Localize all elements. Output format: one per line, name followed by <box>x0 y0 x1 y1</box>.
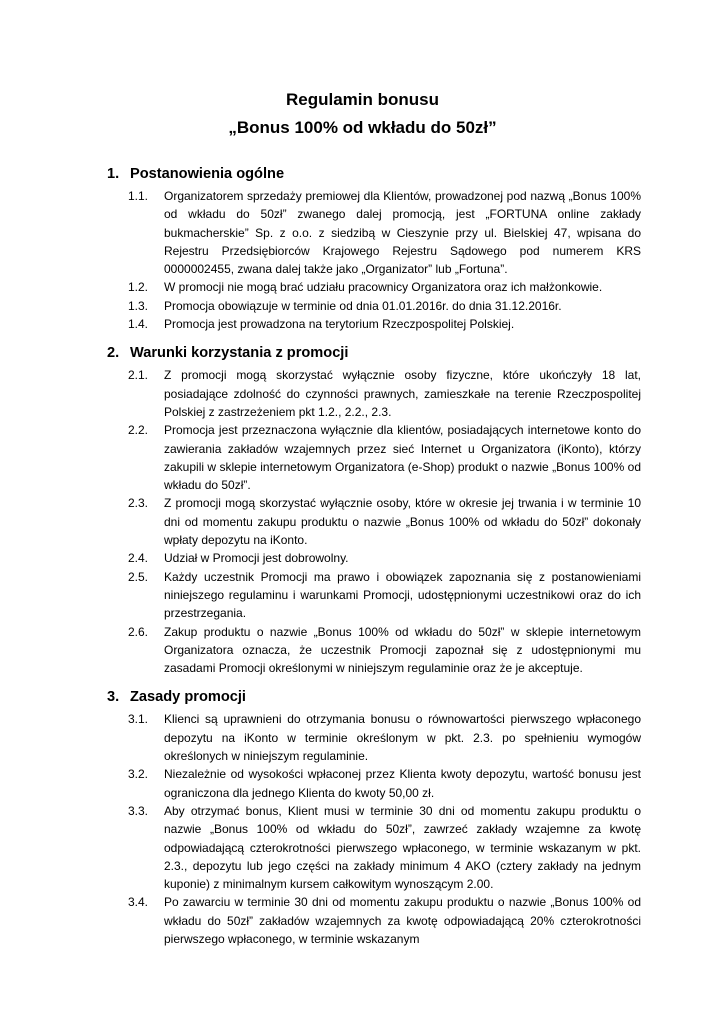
item-text: Promocja jest prowadzona na terytorium Rzeczpospolitej Polskiej. <box>164 317 515 332</box>
item-number: 2.3. <box>128 496 149 511</box>
item-number: 3.3. <box>128 803 149 818</box>
item-number: 3.4. <box>128 895 149 910</box>
item-text: Udział w Promocji jest dobrowolny. <box>164 551 349 566</box>
item-text: Z promocji mogą skorzystać wyłącznie osoby, które w okresie jej trwania i w terminie 10 dni od momentu zakupu produktu o nazwie „Bonus 100% od wkładu do 50zł” dokonały wpłaty depozytu na iKonto. <box>164 496 641 548</box>
list-item <box>107 494 641 549</box>
item-text: W promocji nie mogą brać udziału pracownicy Organizatora oraz ich małżonkowie. <box>164 280 603 295</box>
list-item <box>107 187 641 278</box>
item-number: 2.4. <box>128 551 149 566</box>
item-number: 1.1. <box>128 189 149 203</box>
list-item <box>107 765 641 802</box>
section-title: Postanowienia ogólne <box>130 166 285 182</box>
item-text: Organizatorem sprzedaży premiowej dla Klientów, prowadzonej pod nazwą „Bonus 100% od wkładu do 50zł” zwanego dalej promocją, jest „FORTUNA online zakłady bukmacherskie” Sp. z o.o. z siedzibą w Cieszynie przy ul. Bielskiej 47, wpisana do Rejestru Przedsiębiorców Krajowego Rejestru Sądowego pod numerem KRS 0000002455, zwana dalej także jako „Organizator” lub „Fortuna”. <box>164 189 641 277</box>
section-number: 3. <box>107 689 120 706</box>
section-number: 1. <box>107 166 120 182</box>
section-heading <box>107 163 641 185</box>
item-number: 2.1. <box>128 368 149 383</box>
section-general-provisions <box>107 163 641 333</box>
section-participation-conditions <box>107 342 641 677</box>
section-title: Warunki korzystania z promocji <box>130 345 349 362</box>
item-text: Z promocji mogą skorzystać wyłącznie osoby fizyczne, które ukończyły 18 lat, posiadające zdolność do czynności prawnych, zamieszkałe na terenie Rzeczpospolitej Polskiej z zastrzeżeniem pkt 1.2., 2.2., 2.3. <box>164 368 641 419</box>
item-text: Niezależnie od wysokości wpłaconej przez Klienta kwoty depozytu, wartość bonusu jest ograniczona dla jednego Klienta do kwoty 50,00 zł. <box>164 767 641 800</box>
item-text: Po zawarciu w terminie 30 dni od momentu zakupu produktu o nazwie „Bonus 100% od wkładu do 50zł” zakładów wzajemnych za kwotę odpowiadającą 20% czterokrotności pierwszego wpłaconego, w terminie wskazanym <box>164 895 641 946</box>
title-line-1: Regulamin bonusu <box>286 90 439 109</box>
document-body <box>107 163 641 957</box>
list-item <box>107 297 641 315</box>
item-text: Aby otrzymać bonus, Klient musi w terminie 30 dni od momentu zakupu produktu o nazwie „Bonus 100% od wkładu do 50zł”, zawrzeć zakłady wzajemne za kwotę odpowiadającą czterokrotności pierwszego wpłaconego, w terminie wskazanym w pkt. 2.3., depozytu lub jego części na zakłady minimum 4 AKO (cztery zakłady na jednym kuponie) z minimalnym kursem całkowitym wynoszącym 2.00. <box>164 803 641 892</box>
section-number: 2. <box>107 345 120 362</box>
item-number: 1.4. <box>128 317 149 332</box>
list-item <box>107 623 641 678</box>
item-number: 2.5. <box>128 569 149 584</box>
section-heading <box>107 686 641 708</box>
list-item <box>107 421 641 494</box>
item-number: 1.2. <box>128 280 149 295</box>
section-heading <box>107 342 641 364</box>
item-text: Promocja jest przeznaczona wyłącznie dla klientów, posiadających internetowe konto do zawierania zakładów wzajemnych przez sieć Internet u Organizatora (iKonto), którzy zakupili w sklepie internetowym Organizatora (e-Shop) produkt o nazwie „Bonus 100% od wkładu do 50zł”. <box>164 423 641 493</box>
section-promotion-rules <box>107 686 641 948</box>
list-item <box>107 568 641 623</box>
item-text: Promocja obowiązuje w terminie od dnia 01.01.2016r. do dnia 31.12.2016r. <box>164 298 562 313</box>
item-number: 2.2. <box>128 423 149 438</box>
item-number: 1.3. <box>128 298 149 313</box>
item-number: 2.6. <box>128 624 149 639</box>
list-item <box>107 549 641 567</box>
list-item <box>107 710 641 765</box>
document-title <box>0 86 725 142</box>
section-title: Zasady promocji <box>130 689 246 706</box>
item-text: Klienci są uprawnieni do otrzymania bonusu o równowartości pierwszego wpłaconego depozytu na iKonto w terminie określonym w pkt. 2.3. po spełnieniu wymogów określonych w niniejszym regulaminie. <box>164 712 641 764</box>
title-line-2: „Bonus 100% od wkładu do 50zł” <box>228 118 497 137</box>
list-item <box>107 893 641 948</box>
item-number: 3.1. <box>128 712 149 727</box>
list-item <box>107 278 641 296</box>
list-item <box>107 802 641 893</box>
item-text: Zakup produktu o nazwie „Bonus 100% od wkładu do 50zł” w sklepie internetowym Organizatora oznacza, że uczestnik Promocji zapoznał się z udostępnionymi mu zasadami Promocji określonymi w niniejszym regulaminie oraz że je akceptuje. <box>164 624 641 676</box>
item-number: 3.2. <box>128 767 149 782</box>
list-item <box>107 315 641 333</box>
list-item <box>107 366 641 421</box>
item-text: Każdy uczestnik Promocji ma prawo i obowiązek zapoznania się z postanowieniami niniejszego regulaminu i warunkami Promocji, udostępnionymi uczestnikowi oraz do ich przestrzegania. <box>164 569 641 621</box>
